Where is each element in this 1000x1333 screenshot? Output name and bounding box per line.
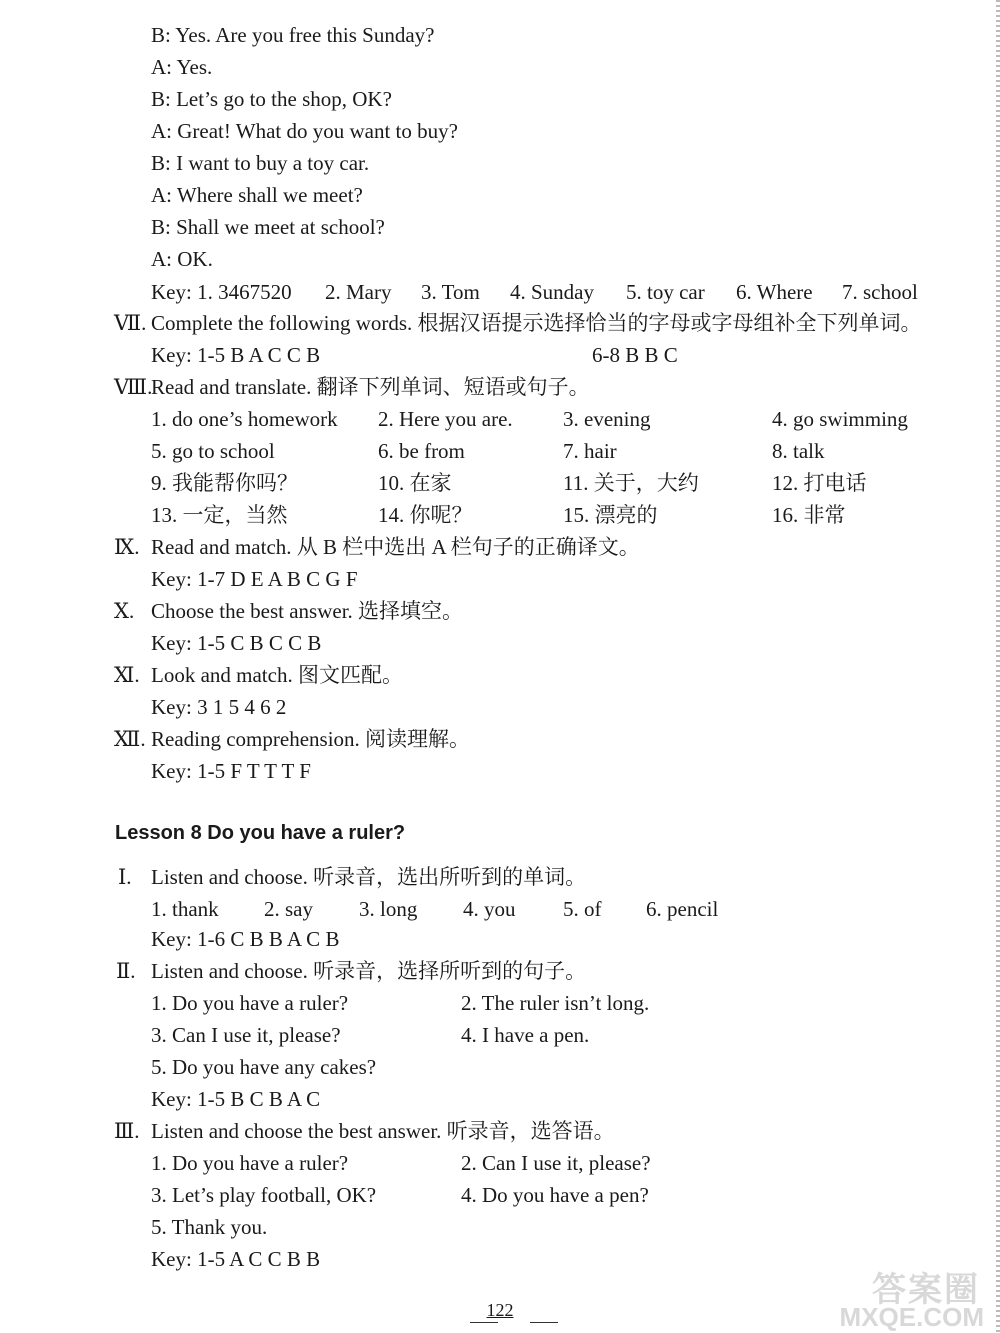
section-key: Key: 3 1 5 4 6 2 [151,695,287,719]
page-edge [996,0,1000,1333]
section-number: Ⅶ. [114,311,147,335]
footer-rule-left [470,1322,498,1323]
grid-item: 16. 非常 [772,503,846,527]
section-key: Key: 1-7 D E A B C G F [151,567,358,591]
watermark-logo: 答案圈 [872,1271,980,1309]
lesson-heading: Lesson 8 Do you have a ruler? [115,822,406,844]
section-key: Key: 1-5 B C B A C [151,1087,321,1111]
dialogue-line: B: Shall we meet at school? [151,215,385,239]
sentence-item: 5. Thank you. [151,1215,268,1239]
section-key: Key: 1-5 C B C C B [151,631,322,655]
sentence-item: 3. Can I use it, please? [151,1023,341,1047]
grid-item: 4. go swimming [772,407,908,431]
word-item: 2. say [264,897,313,921]
section-title: Choose the best answer. 选择填空。 [151,599,464,623]
sentence-item: 5. Do you have any cakes? [151,1055,377,1079]
key-item: Key: 1. 3467520 [151,280,292,304]
section-title: Read and translate. 翻译下列单词、短语或句子。 [151,375,590,399]
word-item: 6. pencil [646,897,719,921]
grid-item: 7. hair [563,439,617,463]
key-item: 4. Sunday [510,280,594,304]
dialogue-line: B: Let’s go to the shop, OK? [151,87,392,111]
key-item: 7. school [842,280,918,304]
section-title: Complete the following words. 根据汉语提示选择恰当的字母或字母组补全下列单词。 [151,311,922,335]
grid-item: 1. do one’s homework [151,407,338,431]
section-title: Listen and choose. 听录音，选出所听到的单词。 [151,865,587,889]
section-title: Listen and choose the best answer. 听录音，选答语。 [151,1119,615,1143]
section-number: Ⅷ. [114,375,153,399]
section-number: Ⅱ. [116,959,136,983]
page-number: 122 [486,1300,514,1320]
grid-item: 12. 打电话 [772,471,867,495]
watermark-url: MXQE.COM [839,1302,984,1332]
sentence-item: 2. Can I use it, please? [461,1151,651,1175]
word-item: 5. of [563,897,602,921]
dialogue-line: A: OK. [151,247,213,271]
section-number: Ⅸ. [114,535,140,559]
section-key: Key: 1-5 B A C C B [151,343,321,367]
grid-item: 3. evening [563,407,651,431]
section-number: Ⅰ. [118,865,132,889]
section-title: Read and match. 从 B 栏中选出 A 栏句子的正确译文。 [151,535,640,559]
grid-item: 2. Here you are. [378,407,513,431]
section-title: Reading comprehension. 阅读理解。 [151,727,471,751]
key-item: 5. toy car [626,280,705,304]
word-item: 4. you [463,897,516,921]
section-key: 6-8 B B C [592,343,678,367]
key-item: 6. Where [736,280,813,304]
dialogue-line: B: I want to buy a toy car. [151,151,370,175]
section-title: Look and match. 图文匹配。 [151,663,403,687]
section-title: Listen and choose. 听录音，选择所听到的句子。 [151,959,587,983]
section-key: Key: 1-5 A C C B B [151,1247,321,1271]
grid-item: 9. 我能帮你吗？ [151,471,298,495]
dialogue-line: A: Yes. [151,55,213,79]
grid-item: 15. 漂亮的 [563,503,658,527]
key-item: 3. Tom [421,280,480,304]
section-key: Key: 1-6 C B B A C B [151,927,340,951]
key-item: 2. Mary [325,280,392,304]
section-number: Ⅺ. [114,663,140,687]
sentence-item: 4. I have a pen. [461,1023,590,1047]
grid-item: 14. 你呢？ [378,503,473,527]
grid-item: 8. talk [772,439,825,463]
footer-rule-right [530,1322,558,1323]
section-number: Ⅲ. [114,1119,140,1143]
section-number: Ⅻ. [114,727,146,751]
dialogue-line: B: Yes. Are you free this Sunday? [151,23,435,47]
section-key: Key: 1-5 F T T T F [151,759,311,783]
dialogue-line: A: Great! What do you want to buy? [151,119,458,143]
word-item: 3. long [359,897,418,921]
dialogue-line: A: Where shall we meet? [151,183,363,207]
grid-item: 11. 关于，大约 [563,471,699,495]
sentence-item: 2. The ruler isn’t long. [461,991,650,1015]
sentence-item: 4. Do you have a pen? [461,1183,649,1207]
grid-item: 6. be from [378,439,465,463]
grid-item: 10. 在家 [378,471,452,495]
word-item: 1. thank [151,897,219,921]
section-number: Ⅹ. [114,599,135,623]
grid-item: 5. go to school [151,439,275,463]
grid-item: 13. 一定，当然 [151,503,288,527]
sentence-item: 3. Let’s play football, OK? [151,1183,377,1207]
sentence-item: 1. Do you have a ruler? [151,991,349,1015]
sentence-item: 1. Do you have a ruler? [151,1151,349,1175]
